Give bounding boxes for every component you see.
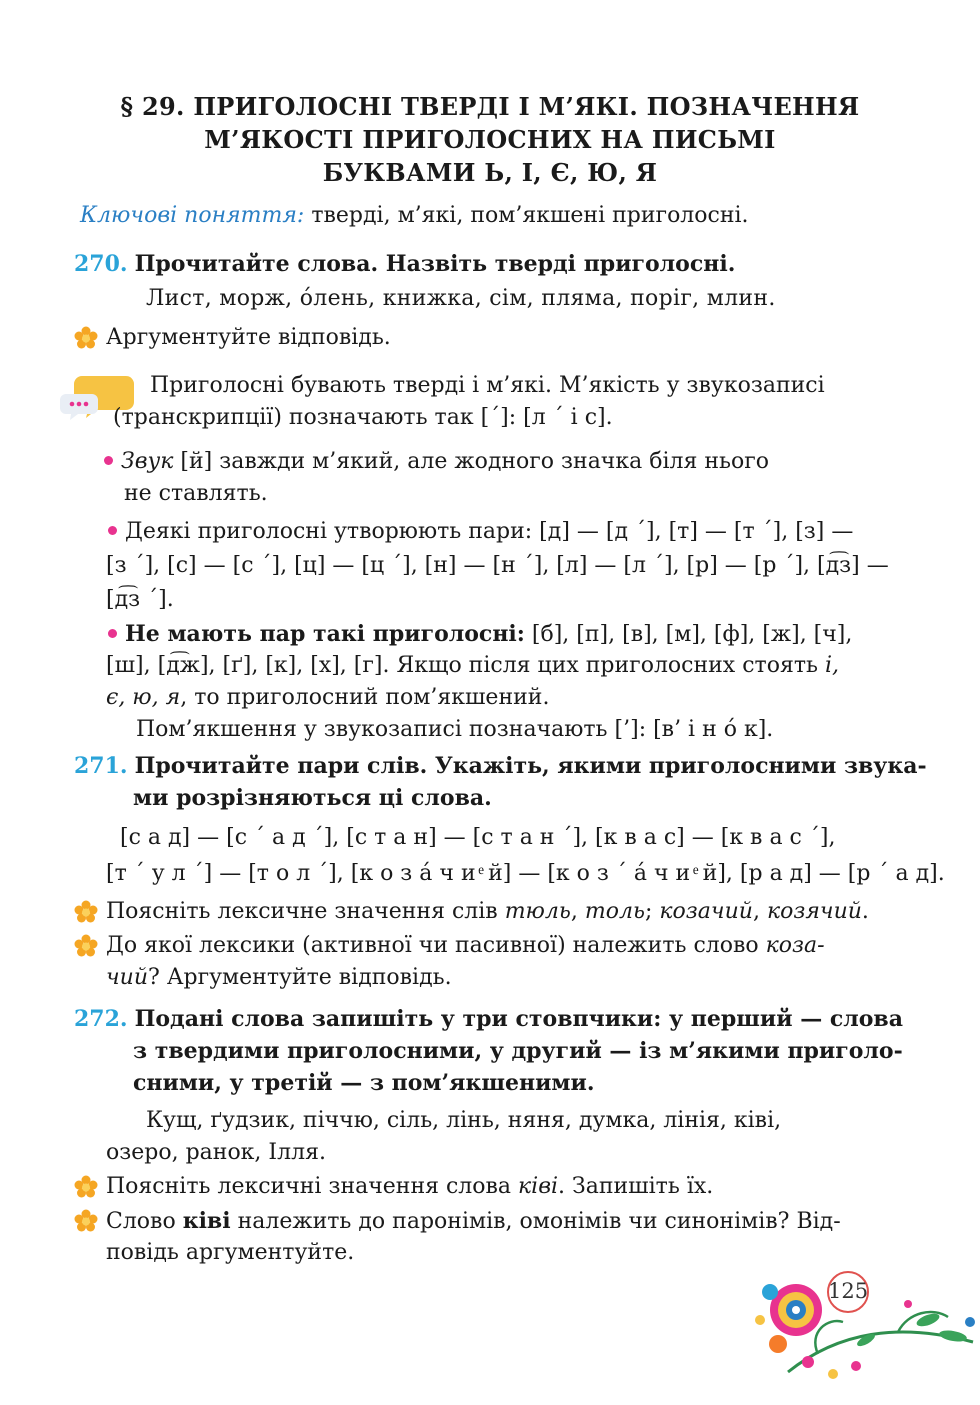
exercise-271-question2: [106, 930, 825, 962]
key-concepts-text: тверді, м’які, пом’якшені приголосні.: [304, 203, 749, 228]
q-text: належить до паронімів, омонімів чи синонімів? Від-: [230, 1209, 841, 1234]
rule-bullet3-line3: [106, 682, 549, 714]
exercise-270-extra: Аргументуйте відповідь.: [106, 325, 391, 350]
exercise-number: 271.: [74, 753, 128, 779]
q-sep: .: [861, 899, 869, 924]
exercise-272-words-line1: Кущ, ґудзик, піччю, сіль, лінь, няня, думка, лінія, ківі,: [146, 1108, 782, 1133]
exercise-271-task-line2: ми розрізняються ці слова.: [133, 785, 492, 811]
exercise-272-question1: [106, 1171, 713, 1203]
q-sep: ;: [645, 899, 660, 924]
q-text: До якої лексики (активної чи пасивної) належить слово: [106, 933, 766, 958]
exercise-271-question2-line2: [106, 962, 452, 994]
exercise-272-task-line3: сними, у третій — з пом’якшеними.: [133, 1070, 595, 1096]
q-text: Поясніть лексичні значення слова: [106, 1174, 519, 1199]
rule-bullet2-line3: [д͡з ˊ].: [106, 587, 174, 612]
exercise-number: 270.: [74, 251, 128, 277]
exercise-270-task: [74, 248, 735, 281]
rule-bullet3-line2-italic: і,: [824, 653, 839, 678]
rule-bullet2-line1: Деякі приголосні утворюють пари: [д] — [д ˊ], [т] — [т ˊ], [з] —: [125, 519, 854, 544]
exercise-task-text: Прочитайте слова. Назвіть тверді приголосні.: [134, 251, 736, 277]
rule-bullet3-line3-italic: є, ю, я: [106, 685, 181, 710]
q-word: коза-: [765, 933, 825, 958]
exercise-271-question1: [106, 896, 869, 928]
rule-bullet3-line2-text: [ш], [д͡ж], [ґ], [к], [х], [г]. Якщо після цих приголосних стоять: [106, 653, 825, 678]
exercise-task-text: Подані слова запишіть у три стовпчики: у перший — слова: [134, 1006, 903, 1032]
rule-paragraph1-line1: Приголосні бувають тверді і м’які. М’якість у звукозаписі: [150, 373, 825, 398]
q-text: Слово: [106, 1209, 183, 1234]
rule-paragraph1-line2: (транскрипції) позначають так [ˊ]: [л ˊ і с].: [113, 405, 613, 430]
exercise-272-question2-line2: повідь аргументуйте.: [106, 1240, 355, 1265]
q-word: тюль: [504, 899, 571, 924]
exercise-271-pairs-line2: [т ˊ у л ˊ] — [т о л ˊ], [к о з а́ ч и ͤ й] — [к о з ˊ а́ ч и ͤ й], [р а д] — [р ˊ а д].: [106, 861, 945, 886]
bullet-dot: [104, 456, 113, 465]
flower-icon: [74, 900, 98, 924]
exercise-272-task: [74, 1003, 903, 1036]
exercise-272-words-line2: озеро, ранок, Ілля.: [106, 1140, 326, 1165]
exercise-271-pairs-line1: [с а д] — [с ˊ а д ˊ], [с т а н] — [с т а н ˊ], [к в а с] — [к в а с ˊ],: [120, 825, 836, 850]
exercise-number: 272.: [74, 1006, 128, 1032]
q-word: козячий: [766, 899, 862, 924]
q-text: . Запишіть їх.: [558, 1174, 714, 1199]
exercise-272-question2: [106, 1205, 841, 1238]
q-text: ? Аргументуйте відповідь.: [148, 965, 452, 990]
q-word: козачий: [659, 899, 753, 924]
section-title-line1: § 29. ПРИГОЛОСНІ ТВЕРДІ І М’ЯКІ. ПОЗНАЧЕННЯ: [120, 92, 860, 121]
exercise-task-text: Прочитайте пари слів. Укажіть, якими приголосними звука-: [134, 753, 927, 779]
rule-bullet1: [104, 446, 769, 478]
section-title-line3: БУКВАМИ Ь, І, Є, Ю, Я: [322, 158, 658, 187]
q-word: чий: [106, 965, 149, 990]
flower-icon: [74, 1175, 98, 1199]
exercise-271-task: [74, 750, 927, 783]
rule-bullet2: [108, 516, 853, 548]
rule-bullet3-line2: [106, 650, 839, 682]
rule-bullet3-line3-text: , то приголосний пом’якшений.: [180, 685, 550, 710]
exercise-272-task-line2: з твердими приголосними, у другий — із м’якими приголо-: [133, 1038, 903, 1064]
q-word: ківі: [518, 1174, 559, 1199]
flower-icon: [74, 1209, 98, 1233]
bullet-dot: [108, 629, 117, 638]
flower-icon: [74, 326, 98, 350]
key-concepts: [80, 200, 749, 232]
bullet-dot: [108, 526, 117, 535]
exercise-270-words: Лист, морж, о́лень, книжка, сім, пляма, поріг, млин.: [146, 286, 776, 311]
rule-bullet3: [108, 618, 852, 651]
rule-paragraph2: Пом’якшення у звукозаписі позначають [’]: [в’ і н о́ к].: [136, 717, 774, 742]
q-word: толь: [584, 899, 645, 924]
q-sep: ,: [752, 899, 767, 924]
key-concepts-label: Ключові поняття:: [80, 203, 305, 228]
q-word: ківі: [182, 1208, 231, 1234]
flower-icon: [74, 934, 98, 958]
section-title-line2: М’ЯКОСТІ ПРИГОЛОСНИХ НА ПИСЬМІ: [204, 125, 776, 154]
q-text: Поясніть лексичне значення слів: [106, 899, 505, 924]
rule-bullet1-text: [й] завжди м’який, але жодного значка біля нього: [173, 449, 770, 474]
rule-bullet3-bold: Не мають пар такі приголосні:: [125, 621, 525, 647]
rule-bullet1-line2: не ставлять.: [124, 481, 268, 506]
page-number: 125: [828, 1279, 869, 1303]
rule-bullet2-line2: [з ˊ], [с] — [с ˊ], [ц] — [ц ˊ], [н] — [н ˊ], [л] — [л ˊ], [р] — [р ˊ], [д͡з] —: [106, 553, 889, 578]
rule-bullet3-rest: [б], [п], [в], [м], [ф], [ж], [ч],: [524, 622, 853, 647]
rule-bullet1-italic: Звук: [121, 449, 174, 474]
q-sep: ,: [570, 899, 585, 924]
